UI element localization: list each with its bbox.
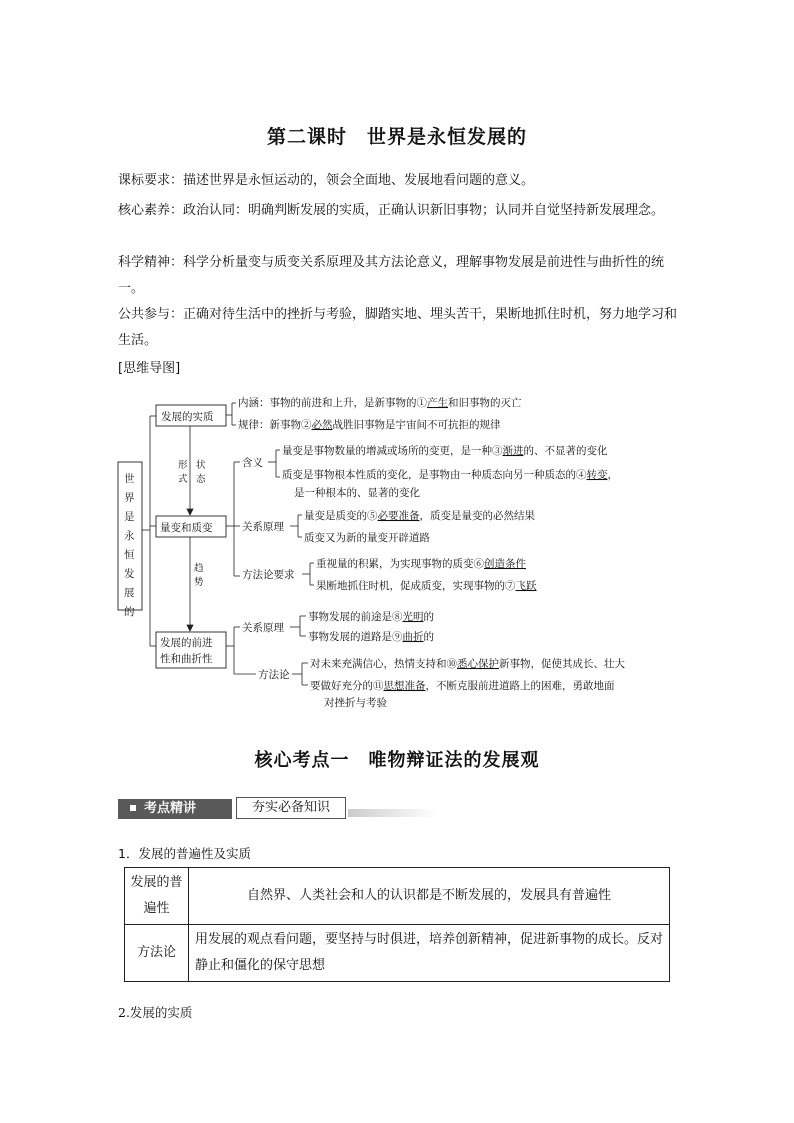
- relation-line2: 质变又为新的量变开辟道路: [304, 532, 430, 544]
- root-char: 的: [124, 606, 135, 618]
- link-xing: 形: [178, 460, 188, 471]
- method3-line2: 要做好充分的⑪思想准备，不断克服前进道路上的困难，勇敢地面: [310, 680, 615, 692]
- banner-dark-text: 考点精讲: [144, 801, 197, 816]
- root-char: 恒: [124, 549, 135, 561]
- requirement-standard: 课标要求：描述世界是永恒运动的，领会全面地、发展地看问题的意义。: [118, 173, 535, 188]
- square-bullet-icon: [130, 805, 136, 811]
- meaning-line1: 量变是事物数量的增减或场所的变更，是一种③渐进的、不显著的变化: [282, 445, 608, 457]
- meaning-line3: 是一种根本的、显著的变化: [294, 487, 420, 499]
- section-title: 核心考点一 唯物辩证法的发展观: [254, 750, 540, 771]
- table-row: [125, 868, 670, 925]
- table-head-method: 方法论: [125, 925, 189, 982]
- root-char: 永: [124, 530, 135, 542]
- label-meaning: 含义: [242, 457, 263, 469]
- root-char: 发: [124, 568, 135, 580]
- heading-1: 1．发展的普遍性及实质: [118, 846, 251, 861]
- node-progress-a: 发展的前进: [160, 637, 213, 649]
- requirement-core-literacy: 核心素养：政治认同：明确判断发展的实质，正确认识新旧事物；认同并自觉坚持新发展理念。: [118, 203, 665, 218]
- requirement-scientific-spirit: 科学精神：科学分析量变与质变关系原理及其方法论意义，理解事物发展是前进性与曲折性的统一。: [118, 255, 665, 296]
- method3-line3: 对挫折与考验: [324, 697, 387, 709]
- table-cell-universality: 自然界、人类社会和人的认识都是不断发展的，发展具有普遍性: [189, 868, 670, 925]
- banner-dark: [118, 799, 232, 819]
- link-shi2: 势: [194, 577, 204, 588]
- method-line1: 重视量的积累，为实现事物的质变⑥创造条件: [316, 558, 526, 570]
- section-banner: [118, 797, 438, 821]
- label-method-3: 方法论: [258, 669, 290, 681]
- table-cell-method: 用发展的观点看问题，要坚持与时俱进，培养创新精神，促进新事物的成长。反对静止和僵化的保守思想: [189, 925, 670, 982]
- link-tai: 态: [196, 474, 206, 485]
- label-relation-3: 关系原理: [242, 622, 284, 634]
- root-char: 展: [124, 587, 135, 599]
- root-char: 世: [124, 473, 135, 485]
- mind-map: [110, 378, 690, 713]
- progress-line2: 事物发展的道路是⑨曲折的: [308, 631, 434, 643]
- n1-line2: 规律：新事物②必然战胜旧事物是宇宙间不可抗拒的规律: [238, 419, 501, 431]
- mindmap-label: [思维导图]: [118, 361, 181, 376]
- label-method: 方法论要求: [242, 569, 295, 581]
- node-progress-b: 性和曲折性: [160, 653, 213, 665]
- link-zhuang: 状: [196, 460, 206, 471]
- link-shi: 式: [178, 474, 188, 485]
- page-title: 第二课时 世界是永恒发展的: [266, 126, 527, 148]
- progress-line1: 事物发展的前途是⑧光明的: [308, 611, 434, 623]
- requirement-public-participation: 公共参与：正确对待生活中的挫折与考验，脚踏实地、埋头苦干，果断地抓住时机，努力地学习和生活。: [118, 307, 678, 348]
- table-row: [125, 925, 670, 982]
- root-char: 是: [124, 511, 135, 523]
- table-head-universality: 发展的普遍性: [125, 868, 189, 925]
- relation-line1: 量变是质变的⑤必要准备，质变是量变的必然结果: [304, 510, 535, 522]
- universality-table: [124, 867, 670, 982]
- banner-light: 夯实必备知识: [236, 797, 346, 819]
- method3-line1: 对未来充满信心，热情支持和⑩悉心保护新事物，促使其成长、壮大: [310, 658, 625, 670]
- label-relation: 关系原理: [242, 521, 284, 533]
- banner-fade: [348, 809, 436, 817]
- root-char: 界: [124, 492, 135, 504]
- node-essence: 发展的实质: [161, 411, 214, 423]
- link-qu: 趋: [194, 563, 204, 574]
- method-line2: 果断地抓住时机，促成质变，实现事物的⑦飞跃: [316, 580, 537, 592]
- heading-2: 2.发展的实质: [118, 1005, 193, 1020]
- meaning-line2: 质变是事物根本性质的变化，是事物由一种质态向另一种质态的④转变，: [282, 469, 618, 481]
- n1-line1: 内涵：事物的前进和上升，是新事物的①产生和旧事物的灭亡: [238, 397, 522, 409]
- node-quantity-quality: 量变和质变: [160, 522, 213, 534]
